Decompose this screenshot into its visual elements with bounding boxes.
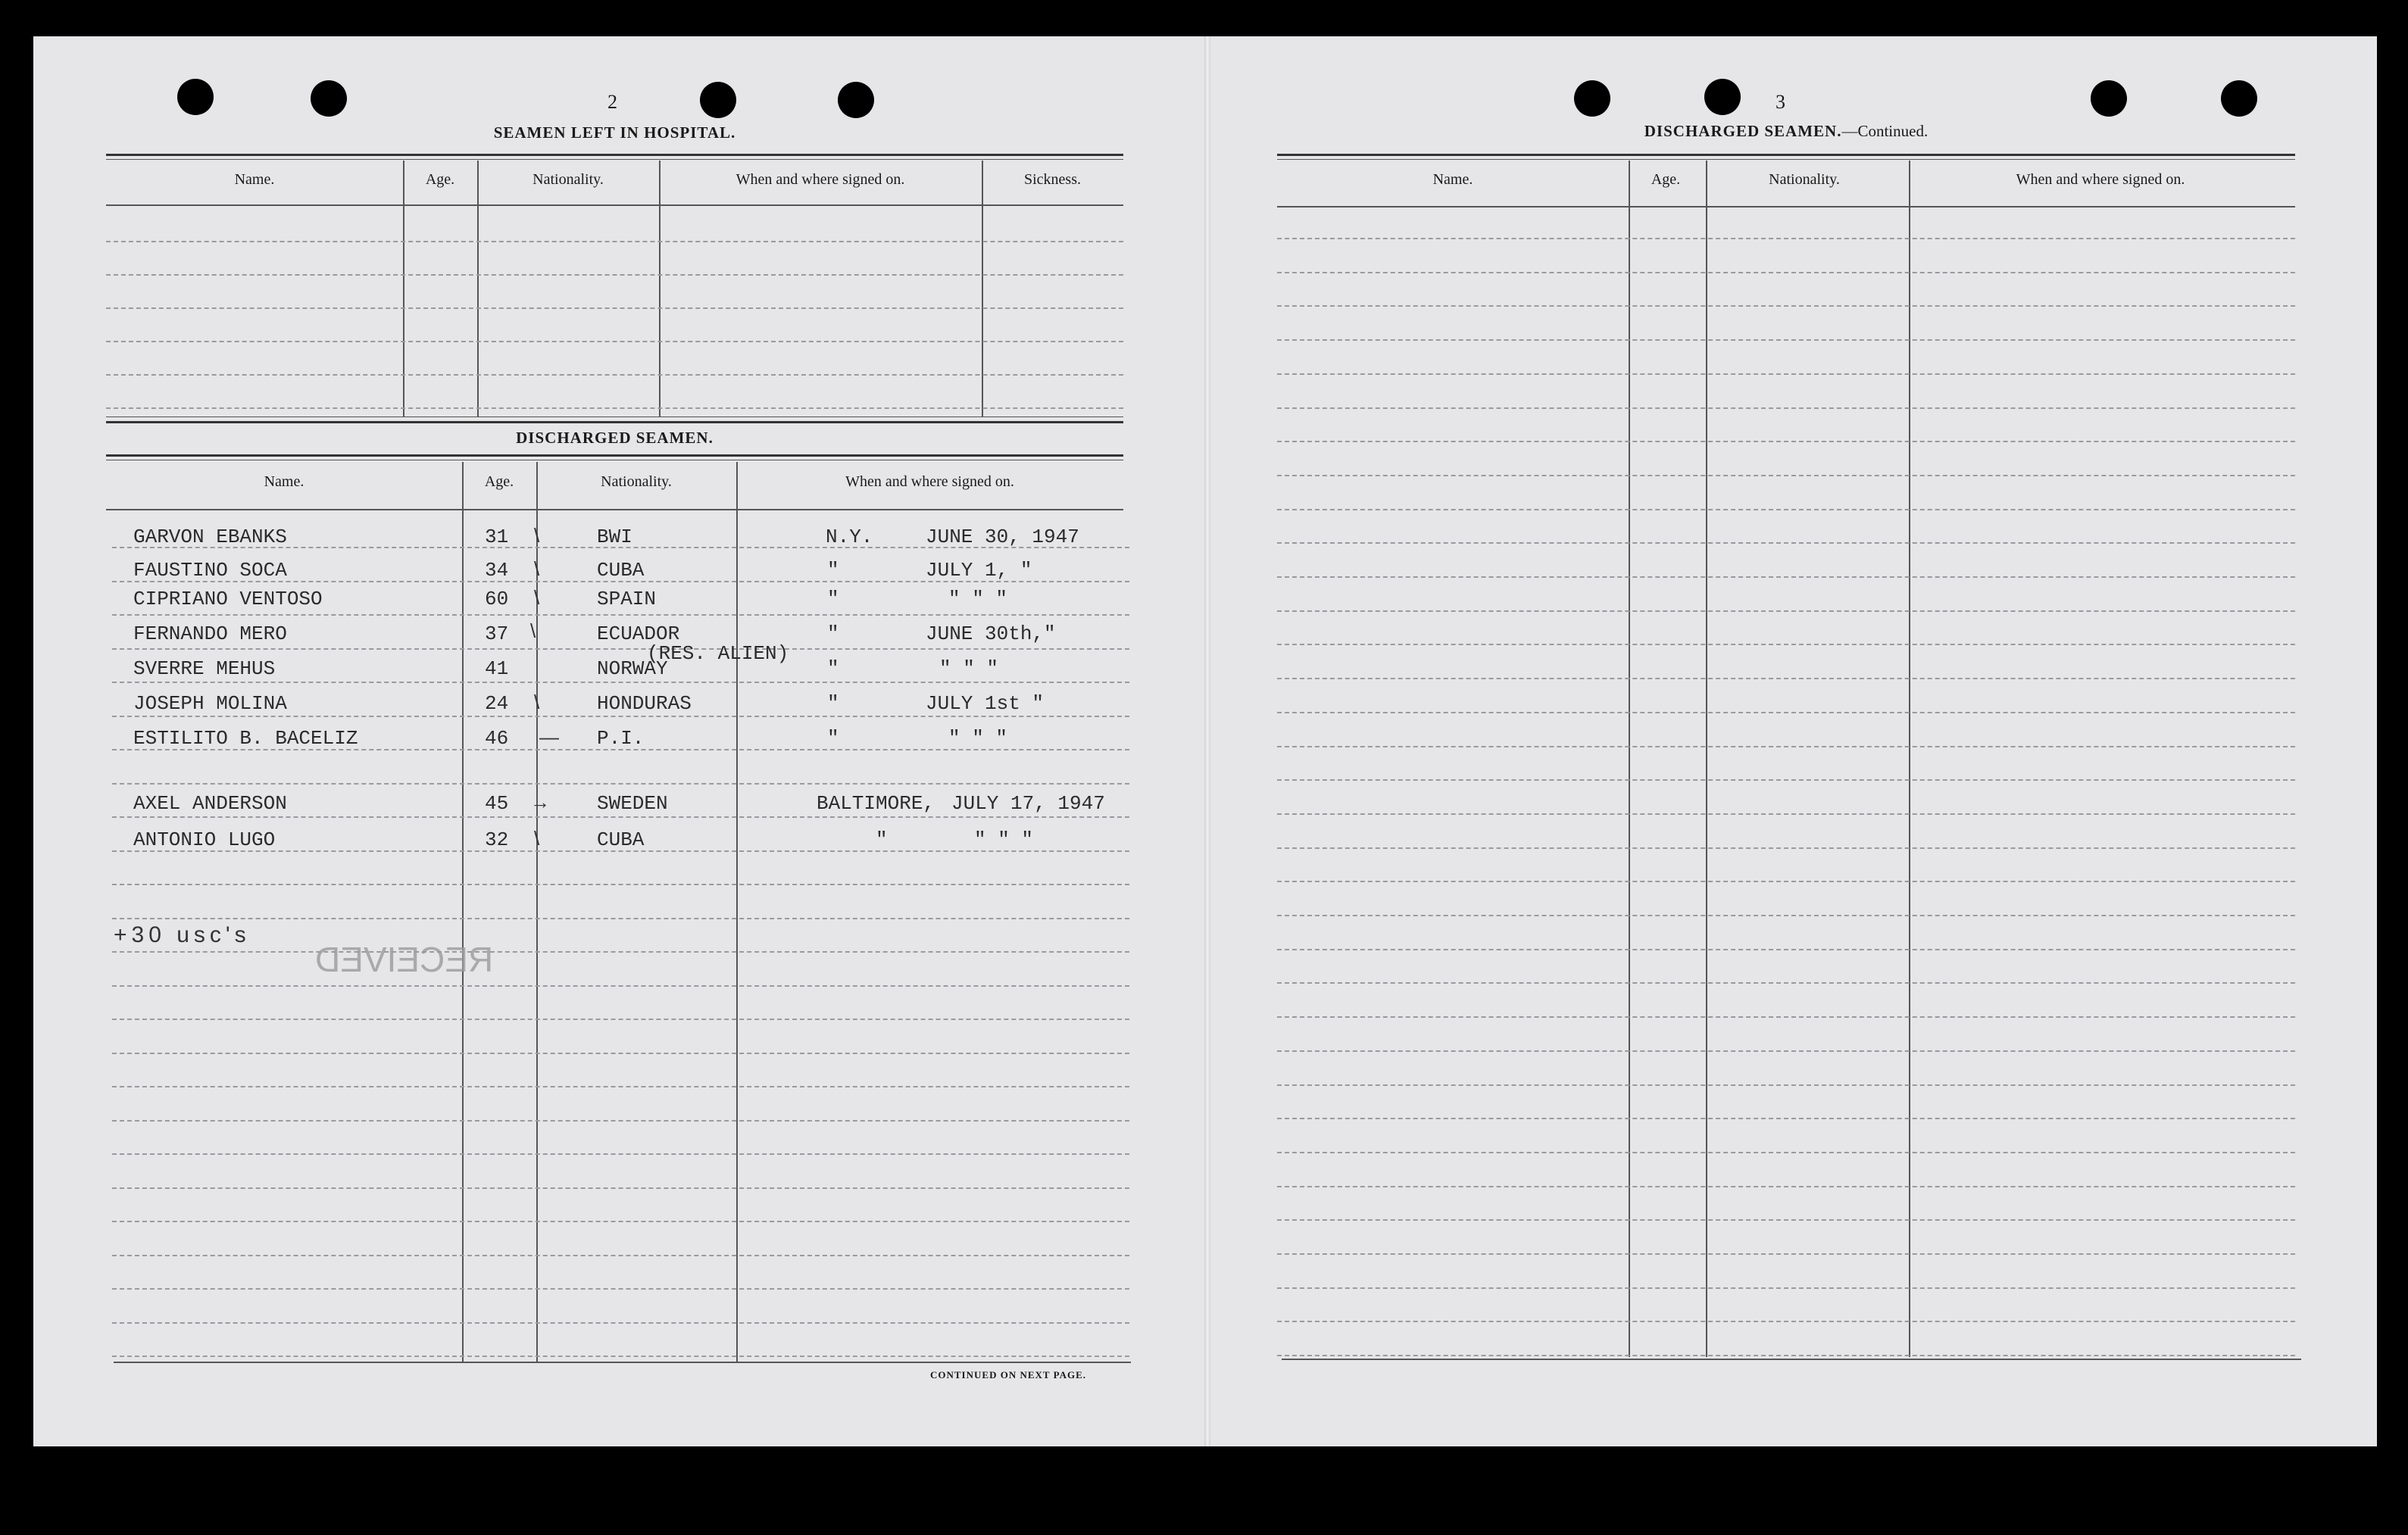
seaman-nationality: ECUADOR [597, 622, 680, 645]
ruled-line [112, 1356, 1129, 1357]
seaman-name: AXEL ANDERSON [133, 792, 287, 815]
ruled-line [1277, 576, 2295, 578]
seaman-name: JOSEPH MOLINA [133, 692, 287, 715]
ruled-line [1277, 1186, 2295, 1187]
discharged-continued-title [1277, 122, 2295, 141]
ruled-line [106, 241, 1123, 242]
seaman-nationality: CUBA [597, 828, 645, 851]
ruled-line [112, 783, 1129, 785]
ruled-line [1277, 881, 2295, 882]
residency-annotation: (RES. ALIEN) [647, 642, 789, 665]
signed-on-place: " [827, 727, 839, 750]
discharged-col-nationality: Nationality. [601, 473, 672, 490]
received-stamp: RECEIVED [315, 940, 494, 979]
seaman-nationality: P.I. [597, 727, 645, 750]
ruled-line [112, 682, 1129, 683]
ruled-line [1277, 1355, 2295, 1356]
ruled-line [112, 1053, 1129, 1054]
signed-on-date: JUNE 30, 1947 [926, 526, 1079, 548]
ruled-line [112, 614, 1129, 616]
seaman-age: 24 [485, 692, 509, 715]
ruled-line [1277, 779, 2295, 781]
ruled-line [1277, 1016, 2295, 1018]
signed-on-place: BALTIMORE, [817, 792, 935, 815]
ruled-line [106, 307, 1123, 309]
hospital-section-title: SEAMEN LEFT IN HOSPITAL. [493, 123, 736, 142]
ruled-line [1277, 678, 2295, 679]
check-mark: \ [534, 827, 540, 850]
ruled-line [1277, 712, 2295, 713]
signed-on-date: " " " [948, 727, 1008, 750]
discharged-header-top [106, 454, 1123, 457]
signed-on-place: " [827, 657, 839, 680]
punch-hole [1704, 79, 1741, 115]
ruled-line [1277, 509, 2295, 510]
seaman-age: 31 [485, 526, 509, 548]
ruled-line [1277, 1287, 2295, 1289]
signed-on-date: JULY 1st " [926, 692, 1045, 715]
ruled-line [1277, 949, 2295, 950]
ruled-line [112, 816, 1129, 818]
hospital-col-sickness: Sickness. [1024, 171, 1081, 188]
signed-on-place: N.Y. [826, 526, 873, 548]
discharged-col-age: Age. [484, 473, 514, 490]
check-mark: \ [530, 619, 536, 642]
right-top-rule [1277, 159, 2295, 160]
check-mark: \ [534, 557, 540, 580]
ruled-line [112, 985, 1129, 987]
seaman-name: FERNANDO MERO [133, 622, 287, 645]
check-mark: \ [534, 524, 540, 547]
ruled-line [1277, 610, 2295, 612]
column-divider [659, 161, 661, 417]
right-top-rule [1277, 154, 2295, 156]
left-page-number: 2 [607, 91, 617, 113]
ruled-line [112, 1019, 1129, 1020]
hospital-col-signed-on: When and where signed on. [736, 171, 905, 188]
ruled-line [106, 407, 1123, 409]
ruled-line [1277, 644, 2295, 645]
hospital-col-age: Age. [425, 171, 455, 188]
right-col-nationality: Nationality. [1769, 171, 1840, 188]
seaman-age: 41 [485, 657, 509, 680]
ruled-line [112, 884, 1129, 885]
seaman-age: 32 [485, 828, 509, 851]
ruled-line [112, 1288, 1129, 1290]
signed-on-date: JUNE 30th," [926, 622, 1056, 645]
discharged-col-signed-on: When and where signed on. [845, 473, 1014, 490]
signed-on-place: " [827, 622, 839, 645]
ruled-line [1277, 339, 2295, 341]
ruled-line [1277, 1152, 2295, 1153]
continued-suffix: —Continued. [1841, 122, 1929, 140]
ruled-line [1277, 1118, 2295, 1119]
discharged-section-title: DISCHARGED SEAMEN. [516, 429, 714, 447]
ruled-line [112, 716, 1129, 717]
column-divider [477, 161, 479, 417]
check-mark: \ [534, 691, 540, 713]
seaman-age: 45 [485, 792, 509, 815]
ruled-line [106, 341, 1123, 342]
ruled-line [106, 374, 1123, 376]
ruled-line [1277, 238, 2295, 239]
ruled-line [1277, 441, 2295, 442]
ruled-line [1277, 982, 2295, 984]
punch-hole [838, 82, 874, 118]
signed-on-date: " " " [939, 657, 999, 680]
punch-hole [311, 80, 347, 117]
punch-hole [2221, 80, 2257, 117]
seaman-age: 60 [485, 588, 509, 610]
signed-on-date: JULY 17, 1947 [951, 792, 1105, 815]
seaman-nationality: SPAIN [597, 588, 657, 610]
signed-on-place: " [876, 828, 888, 851]
signed-on-date: JULY 1, " [926, 559, 1032, 582]
right-page-number: 3 [1776, 91, 1785, 113]
signed-on-place: " [827, 692, 839, 715]
continued-note: CONTINUED ON NEXT PAGE. [930, 1369, 1086, 1381]
signed-on-date: " " " [974, 828, 1034, 851]
ruled-line [112, 1086, 1129, 1087]
hospital-top-rule [106, 159, 1123, 160]
ruled-line [1277, 272, 2295, 273]
ruled-line [1277, 1219, 2295, 1221]
ruled-line [112, 648, 1129, 650]
seaman-name: FAUSTINO SOCA [133, 559, 287, 582]
punch-hole [1574, 80, 1610, 117]
discharged-header-rule [106, 509, 1123, 510]
hospital-col-nationality: Nationality. [533, 171, 604, 188]
ruled-line [112, 1322, 1129, 1324]
ruled-line [1277, 1321, 2295, 1322]
seaman-nationality: BWI [597, 526, 632, 548]
punch-hole [700, 82, 736, 118]
ruled-line [112, 1187, 1129, 1189]
seaman-nationality: HONDURAS [597, 692, 692, 715]
punch-hole [2091, 80, 2127, 117]
seaman-nationality: CUBA [597, 559, 645, 582]
discharged-continued-title-text: DISCHARGED SEAMEN. [1644, 122, 1842, 140]
seaman-nationality: SWEDEN [597, 792, 668, 815]
ruled-line [1277, 847, 2295, 849]
ruled-line [112, 1221, 1129, 1222]
check-mark: \ [534, 586, 540, 609]
page-fold [1204, 36, 1210, 1446]
seaman-age: 37 [485, 622, 509, 645]
signed-on-place: " [827, 588, 839, 610]
seaman-age: 34 [485, 559, 509, 582]
left-bottom-rule [114, 1362, 1131, 1363]
seaman-nationality: NORWAY [597, 657, 668, 680]
ruled-line [112, 1153, 1129, 1155]
ruled-line [112, 918, 1129, 919]
right-col-age: Age. [1651, 171, 1681, 188]
ruled-line [1277, 1050, 2295, 1052]
discharged-top-rule [106, 421, 1123, 423]
ruled-line [112, 1255, 1129, 1256]
check-mark: → [530, 791, 550, 813]
right-bottom-rule [1282, 1359, 2301, 1360]
column-divider [462, 462, 464, 1362]
check-mark: — [539, 725, 559, 748]
right-col-name: Name. [1432, 171, 1473, 188]
ruled-line [1277, 915, 2295, 916]
column-divider [736, 462, 738, 1362]
punch-hole [177, 79, 214, 115]
seaman-age: 46 [485, 727, 509, 750]
seaman-name: CIPRIANO VENTOSO [133, 588, 323, 610]
handwritten-note: +30 usc's [114, 922, 251, 947]
ruled-line [1277, 305, 2295, 307]
ruled-line [1277, 813, 2295, 815]
ruled-line [1277, 475, 2295, 476]
hospital-header-rule [106, 204, 1123, 206]
right-col-signed-on: When and where signed on. [2016, 171, 2185, 188]
signed-on-place: " [827, 559, 839, 582]
hospital-col-name: Name. [234, 171, 275, 188]
seaman-name: SVERRE MEHUS [133, 657, 276, 680]
column-divider [403, 161, 404, 417]
ruled-line [1277, 407, 2295, 409]
seaman-name: ANTONIO LUGO [133, 828, 276, 851]
seaman-name: GARVON EBANKS [133, 526, 287, 548]
ruled-line [106, 274, 1123, 276]
signed-on-date: " " " [948, 588, 1008, 610]
ruled-line [1277, 542, 2295, 544]
hospital-top-rule [106, 154, 1123, 156]
discharged-col-name: Name. [264, 473, 305, 490]
ruled-line [1277, 1253, 2295, 1255]
seaman-name: ESTILITO B. BACELIZ [133, 727, 358, 750]
ruled-line [112, 951, 1129, 953]
right-header-rule [1277, 206, 2295, 207]
ruled-line [1277, 373, 2295, 375]
column-divider [982, 161, 983, 417]
ruled-line [1277, 746, 2295, 747]
ruled-line [112, 1120, 1129, 1122]
ruled-line [1277, 1084, 2295, 1086]
